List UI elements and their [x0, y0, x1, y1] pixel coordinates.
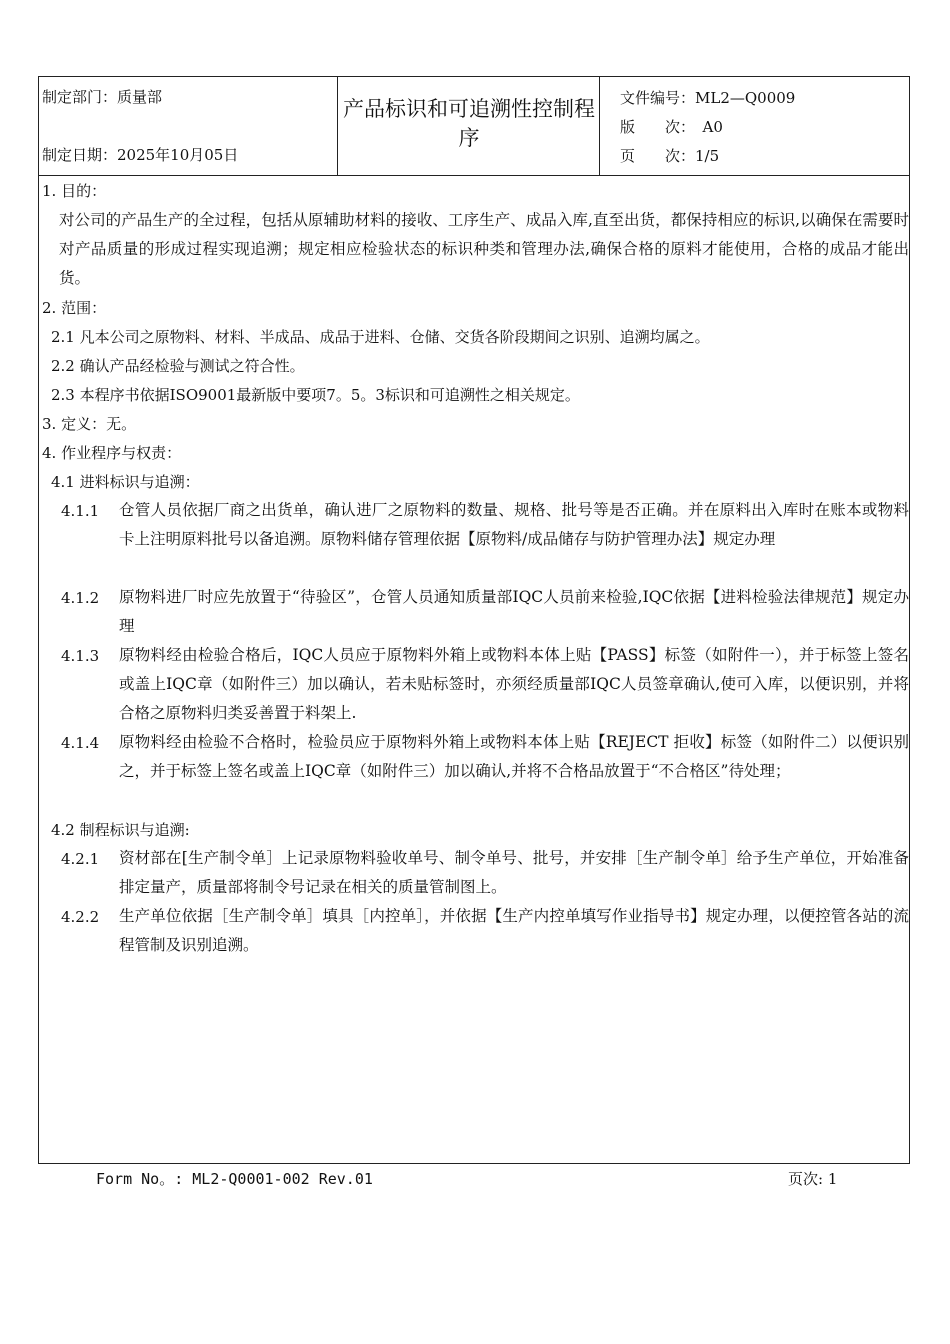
document-header [39, 77, 909, 176]
item-4-2-2-number: 4.2.2 [61, 908, 100, 926]
item-4-1-1-text: 仓管人员依据厂商之出货单，确认进厂之原物料的数量、规格、批号等是否正确。并在原料出入库时在账本或物料卡上注明原料批号以备追溯。原物料储存管理依据【原物料/成品储存与防护管理办法】规定办理 [119, 501, 909, 548]
department-label: 制定部门：质量部 [42, 88, 163, 106]
footer-page-number: 页次: 1 [788, 1170, 838, 1188]
item-4-2-1-number: 4.2.1 [61, 850, 100, 868]
header-meta-cell [600, 77, 909, 175]
section-4-2-heading: 4.2 制程标识与追溯: [51, 821, 190, 839]
section-4-heading: 4. 作业程序与权责： [42, 444, 182, 462]
form-number: Form No。: ML2-Q0001-002 Rev.01 [96, 1170, 373, 1188]
section-1-heading: 1. 目的： [42, 182, 107, 200]
item-4-1-2-number: 4.1.2 [61, 589, 100, 607]
document-number: 文件编号：ML2—Q0009 [620, 89, 796, 107]
document-frame [38, 76, 910, 1164]
header-left-cell [39, 77, 338, 175]
section-2-item-1: 2.1 凡本公司之原物料、材料、半成品、成品于进料、仓储、交货各阶段期间之识别、追溯均属之。 [51, 328, 710, 346]
item-4-1-1-number: 4.1.1 [61, 502, 100, 520]
section-2-item-2: 2.2 确认产品经检验与测试之符合性。 [51, 357, 305, 375]
document-page: 页 次：1/5 [620, 147, 720, 165]
item-4-1-4-text: 原物料经由检验不合格时，检验员应于原物料外箱上或物料本体上贴【REJECT 拒收】标签（如附件二）以便识别之，并于标签上签名或盖上IQC章（如附件三）加以确认,并将不合格品放置于“不合格区”待处理； [119, 733, 909, 780]
section-3-heading: 3. 定义：无。 [42, 415, 137, 433]
document-version: 版 次： A0 [620, 118, 723, 136]
document-title: 产品标识和可追溯性控制程序 [343, 97, 595, 150]
item-4-1-4-number: 4.1.4 [61, 734, 100, 752]
section-4-1-heading: 4.1 进料标识与追溯： [51, 473, 200, 491]
item-4-1-3-number: 4.1.3 [61, 647, 100, 665]
section-1-text: 对公司的产品生产的全过程，包括从原辅助材料的接收、工序生产、成品入库,直至出货，都保持相应的标识,以确保在需要时对产品质量的形成过程实现追溯；规定相应检验状态的标识种类和管理办法,确保合格的原料才能使用，合格的成品才能出货。 [59, 211, 909, 287]
item-4-1-3-text: 原物料经由检验合格后，IQC人员应于原物料外箱上或物料本体上贴【PASS】标签（如附件一），并于标签上签名或盖上IQC章（如附件三）加以确认，若未贴标签时，亦须经质量部IQC人员签章确认,使可入库，以便识别，并将合格之原物料归类妥善置于料架上. [119, 646, 909, 722]
item-4-2-1-text: 资材部在[生产制令单］上记录原物料验收单号、制令单号、批号，并安排［生产制令单］给予生产单位，开始准备排定量产，质量部将制令号记录在相关的质量管制图上。 [119, 849, 909, 896]
document-meta [620, 87, 795, 174]
section-2-heading: 2. 范围： [42, 299, 107, 317]
header-title-cell [338, 77, 600, 175]
date-label: 制定日期：2025年10月05日 [42, 146, 239, 164]
section-2-item-3: 2.3 本程序书依据ISO9001最新版中要项7。5。3标识和可追溯性之相关规定。 [51, 386, 580, 404]
item-4-1-2-text: 原物料进厂时应先放置于“待验区”，仓管人员通知质量部IQC人员前来检验,IQC依据【进料检验法律规范】规定办理 [119, 588, 909, 635]
item-4-2-2-text: 生产单位依据［生产制令单］填具［内控单］，并依据【生产内控单填写作业指导书】规定办理，以便控管各站的流程管制及识别追溯。 [119, 907, 909, 954]
